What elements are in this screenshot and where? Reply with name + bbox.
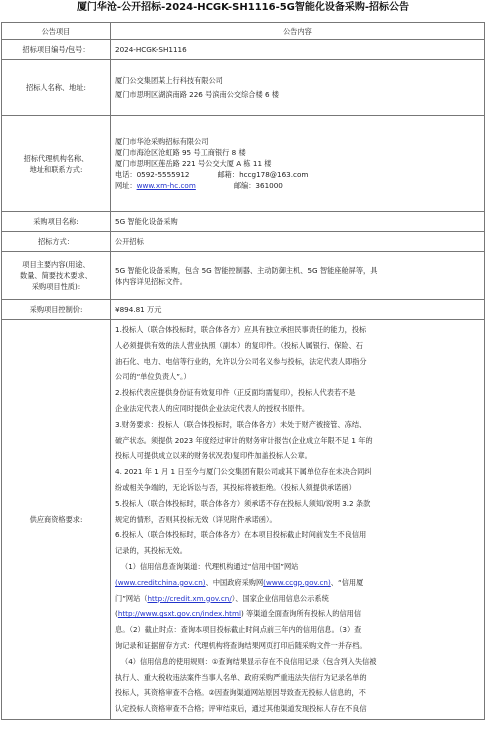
project-name-label: 采购项目名称: [2, 212, 111, 232]
project-name-value: 5G 智能化设备采购 [111, 212, 485, 232]
content-line2: 体内容详见招标文件。 [115, 276, 187, 286]
q3-line1: 3.财务要求：投标人（联合体投标时，联合体各方）未处于财产被接管、冻结、 [115, 419, 367, 429]
ccgp-link[interactable]: (www.ccgp.gov.cn) [263, 577, 331, 587]
content-label-line2: 数量、简要技术要求、 [20, 271, 92, 280]
agency-address-1: 厦门市海沧区沧虹路 95 号工商银行 8 楼 [115, 148, 246, 157]
q2-line2: 企业法定代表人的应同时提供企业法定代表人的授权书原件。 [115, 403, 310, 413]
phone-label: 电话： [115, 170, 137, 179]
header-right: 公告内容 [111, 23, 485, 40]
notice-table [1, 22, 485, 720]
qualification-value [111, 320, 485, 720]
q7-line2-text-a: 、中国政府采购网 [205, 577, 264, 587]
agency-value [111, 116, 485, 212]
budget-label: 采购项目控制价: [2, 300, 111, 320]
project-no-label: 招标项目编号/包号： [2, 40, 111, 60]
q7-line7: （4）信用信息的使用规则：①查询结果显示存在不良信用记录（包含列入失信被 [121, 656, 377, 666]
website-link[interactable]: www.xm-hc.com [136, 181, 196, 190]
content-label-line1: 项目主要内容(用途、 [22, 260, 90, 269]
q7-line6: 询记录和证据留存方式：代理机构将查询结果网页打印后随采购文件一并存档。 [115, 640, 367, 650]
row-budget [2, 300, 485, 320]
content-label-line3: 采购项目性质): [31, 282, 81, 291]
table-header-row [2, 23, 485, 40]
page-title: 厦门华沧-公开招标-2024-HCGK-SH1116-5G智能化设备采购-招标公告 [76, 2, 410, 13]
row-tenderer [2, 60, 485, 116]
tenderer-label: 招标人名称、地址: [2, 60, 111, 116]
row-method [2, 232, 485, 252]
creditchina-link[interactable]: (www.creditchina.gov.cn) [115, 577, 206, 587]
q7-line4 [115, 606, 480, 622]
q5-line1: 5.投标人（联合体投标时，联合体各方）须承诺不存在投标人须知/说明 3.2 条款 [115, 498, 371, 508]
project-no-value: 2024-HCGK-SH1116 [111, 40, 485, 60]
agency-name: 厦门市华沧采购招标有限公司 [115, 137, 209, 146]
budget-value: ¥894.81 万元 [111, 300, 485, 320]
q4-line2: 纷或相关争端的，无论诉讼与否，其投标将被拒绝。（投标人须提供承诺函） [115, 482, 356, 492]
row-project-no [2, 40, 485, 60]
tenderer-address: 厦门市思明区湖滨南路 226 号滨南公交综合楼 6 楼 [115, 89, 279, 99]
q7-line9: 投标人，其资格审查不合格。②因查询渠道网站原因导致查无投标人信息的，不 [115, 688, 366, 698]
gsxt-link[interactable]: http://www.gsxt.gov.cn/index.html [117, 609, 241, 619]
content-label [2, 252, 111, 300]
tenderer-name: 厦门公交集团某上行科技有限公司 [115, 75, 223, 85]
q7-line4-text-b: ) 等渠道全面查询所有投标人的信用信 [240, 609, 362, 619]
method-value: 公开招标 [111, 232, 485, 252]
agency-contact-line [115, 169, 480, 180]
q7-line8: 执行人、重大税收违法案件当事人名单、政府采购严重违法失信行为记录名单的 [115, 672, 367, 682]
postcode-label: 邮编： [233, 181, 256, 190]
agency-label [2, 116, 111, 212]
q5-line2: 规定的情形，否则其投标无效（详见附件承诺函）。 [115, 514, 277, 524]
q7-line1: （1）信用信息查询渠道：代理机构通过“信用中国”网站 [121, 561, 299, 571]
q7-line3-text-b: ）、国家企业信用信息公示系统 [231, 593, 329, 603]
email-value: hccg178@163.com [239, 170, 309, 179]
q6-line1: 6.投标人（联合体投标时，联合体各方）在本项目投标截止时间前发生不良信用 [115, 530, 367, 540]
row-project-name [2, 212, 485, 232]
q1-line1: 1.投标人（联合体投标时，联合体各方）应具有独立承担民事责任的能力，投标 [115, 325, 367, 334]
q1-line3: 油石化、电力、电信等行业的，允许以分公司名义参与投标，法定代表人即指分 [115, 356, 367, 366]
q4-line1: 4. 2021 年 1 月 1 日至今与厦门公交集团有限公司或其下属单位存在未决合同纠 [115, 467, 372, 477]
q7-line5: 息。（2）截止时点：查询本项目投标截止时间点前三年内的信用信息。（3）查 [115, 625, 362, 635]
agency-label-line2: 地址和联系方式: [29, 164, 83, 174]
agency-address-2: 厦门市思明区莲岳路 221 号公交大厦 A 栋 11 楼 [115, 159, 272, 168]
row-content [2, 252, 485, 300]
agency-label-line1: 招标代理机构名称、 [23, 153, 89, 163]
postcode-value: 361000 [255, 181, 283, 190]
q7-line2 [115, 575, 480, 591]
credit-xm-link[interactable]: http://credit.xm.gov.cn/ [147, 593, 232, 603]
header-left: 公告项目 [2, 23, 111, 40]
q3-line3: 投标人可提供成立以来的财务状况表)复印件加盖投标人公章。 [115, 451, 312, 461]
method-label: 招标方式： [2, 232, 111, 252]
qualification-label: 供应商资格要求: [2, 320, 111, 720]
q7-line10: 认定投标人资格审查不合格；评审结束后，通过其他渠道发现投标人存在不良信 [115, 704, 367, 714]
q3-line2: 破产状态。须提供 2023 年度经过审计的财务审计报告(企业成立年限不足 1 年的 [115, 435, 373, 445]
email-label: 邮箱： [217, 170, 240, 179]
q7-line3-text-a: 门”网站（ [115, 593, 148, 603]
q7-line3 [115, 591, 480, 607]
q6-line2: 记录的，其投标无效。 [115, 546, 187, 556]
tenderer-value [111, 60, 485, 116]
q7-line2-text-b: 、“信用厦 [330, 577, 364, 587]
row-qualification [2, 320, 485, 720]
q2-line1: 2.投标代表应提供身份证有效复印件（正反面均需复印），投标人代表若不是 [115, 388, 356, 398]
content-value [111, 252, 485, 300]
q7-line4-text-a: ( [115, 609, 118, 619]
content-line1: 5G 智能化设备采购，包含 5G 智能控制器、主动防御主机、5G 智能座舱屏等，具 [115, 265, 378, 275]
agency-web-line [115, 180, 480, 191]
q1-line4: 公司的“单位负责人”。） [115, 372, 191, 382]
q1-line2: 人必须提供有效的法人营业执照（副本）的复印件。（投标人属银行、保险、石 [115, 340, 363, 350]
phone-value: 0592-5555912 [136, 170, 190, 179]
row-agency [2, 116, 485, 212]
website-label: 网址： [115, 181, 137, 190]
